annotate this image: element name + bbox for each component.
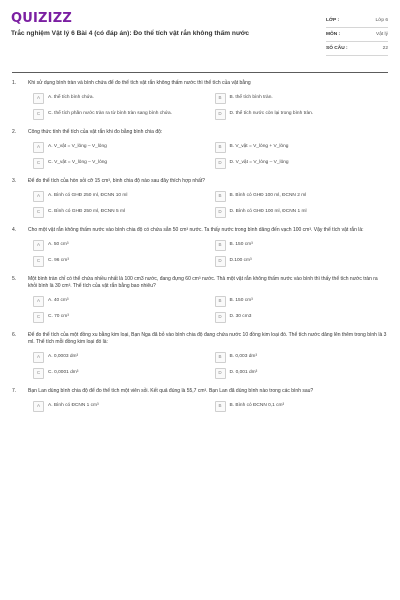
question-header xyxy=(12,227,388,234)
question-item xyxy=(12,227,388,267)
answer-option-c[interactable] xyxy=(33,256,207,267)
option-text: C. Bình có GHĐ 250 ml, ĐCNN 5 ml xyxy=(48,209,126,215)
answer-option-d[interactable] xyxy=(215,256,389,267)
meta-row-count xyxy=(326,42,388,56)
question-list xyxy=(12,77,388,421)
answer-option-d[interactable] xyxy=(215,312,389,323)
question-item xyxy=(12,178,388,218)
answer-option-a[interactable] xyxy=(33,240,207,251)
option-text: C. 0,0001 dm³ xyxy=(48,370,79,376)
option-letter-badge: B xyxy=(215,240,226,251)
option-text: B. Bình có GHĐ 100 ml, ĐCNN 2 ml xyxy=(229,193,307,199)
answer-option-b[interactable] xyxy=(215,296,389,307)
question-text: Công thức tính thể tích của vật rắn khi đo bằng bình chia độ: xyxy=(28,129,163,135)
answer-option-a[interactable] xyxy=(33,93,207,104)
option-text: A. 0,0003 dm³ xyxy=(48,354,79,360)
answer-option-b[interactable] xyxy=(215,352,389,363)
option-text: D. 30 cm3 xyxy=(229,314,252,320)
answer-options xyxy=(33,93,388,120)
meta-label: SỐ CÂU : xyxy=(326,46,348,51)
question-text: Cho một vật rắn không thấm nước vào bình chia độ có chứa sẵn 50 cm³ nước. Ta thấy nước trong bình dâng đến vạch 100 cm³. Vậy thể tích vật rắn là: xyxy=(28,227,364,233)
option-text: A. V_vật = V_lỏng – V_lỏng xyxy=(48,144,107,150)
option-text: D. V_vật = V_lỏng – V_lỏng xyxy=(229,160,289,166)
option-letter-badge: B xyxy=(215,142,226,153)
question-number: 5. xyxy=(12,276,17,282)
answer-option-a[interactable] xyxy=(33,191,207,202)
page-title: Trắc nghiệm Vật lý 6 Bài 4 (có đáp án): Đo thể tích vật rắn không thấm nước xyxy=(11,30,250,37)
answer-option-a[interactable] xyxy=(33,142,207,153)
option-letter-badge: C xyxy=(33,109,44,120)
option-letter-badge: D xyxy=(215,312,226,323)
question-item xyxy=(12,332,388,379)
option-letter-badge: A xyxy=(33,296,44,307)
option-text: A. 50 cm³ xyxy=(48,242,69,248)
answer-option-b[interactable] xyxy=(215,240,389,251)
answer-options xyxy=(33,240,388,267)
option-letter-badge: A xyxy=(33,352,44,363)
question-text: Để đo thể tích của hòn sỏi cỡ 15 cm³, bình chia độ nào sau đây thích hợp nhất? xyxy=(28,178,205,184)
option-text: C. 70 cm³ xyxy=(48,314,69,320)
question-item xyxy=(12,129,388,169)
meta-row-class xyxy=(326,14,388,28)
answer-option-b[interactable] xyxy=(215,401,389,412)
answer-option-d[interactable] xyxy=(215,109,389,120)
option-letter-badge: A xyxy=(33,93,44,104)
option-text: D.100 cm³ xyxy=(229,258,252,264)
answer-options xyxy=(33,296,388,323)
option-text: B. 0,003 dm³ xyxy=(229,354,257,360)
option-letter-badge: A xyxy=(33,142,44,153)
option-letter-badge: A xyxy=(33,240,44,251)
option-text: A. thể tích bình chứa. xyxy=(48,95,94,101)
question-number: 7. xyxy=(12,388,17,394)
answer-option-d[interactable] xyxy=(215,158,389,169)
option-text: A. 40 cm³ xyxy=(48,298,69,304)
option-text: D. 0,001 dm³ xyxy=(229,370,258,376)
option-letter-badge: D xyxy=(215,256,226,267)
option-letter-badge: C xyxy=(33,207,44,218)
question-item xyxy=(12,388,388,412)
question-item xyxy=(12,80,388,120)
question-number: 2. xyxy=(12,129,17,135)
answer-option-c[interactable] xyxy=(33,312,207,323)
option-text: B. V_vật = V_lỏng + V_lỏng xyxy=(229,144,289,150)
answer-option-b[interactable] xyxy=(215,191,389,202)
answer-option-a[interactable] xyxy=(33,296,207,307)
question-text: Một bình tràn chỉ có thể chứa nhiều nhất là 100 cm3 nước, đang đựng 60 cm³ nước. Thả một vật rắn không thấm nước vào bình thì thấy thể tích nước tràn ra khỏi bình là 30 cm³. Thể tích của vật rắn bằng bao nhiêu? xyxy=(28,276,378,289)
answer-option-b[interactable] xyxy=(215,93,389,104)
option-letter-badge: A xyxy=(33,401,44,412)
question-header xyxy=(12,129,388,136)
option-text: D. thể tích nước còn lại trong bình tràn. xyxy=(229,111,314,117)
option-letter-badge: D xyxy=(215,158,226,169)
answer-option-b[interactable] xyxy=(215,142,389,153)
option-text: C. 96 cm³ xyxy=(48,258,69,264)
option-letter-badge: C xyxy=(33,256,44,267)
question-header xyxy=(12,178,388,185)
option-letter-badge: B xyxy=(215,352,226,363)
option-letter-badge: D xyxy=(215,368,226,379)
option-text: C. V_vật = V_lỏng – V_lỏng xyxy=(48,160,108,166)
option-text: D. Bình có GHĐ 100 ml, ĐCNN 1 ml xyxy=(229,209,307,215)
answer-option-c[interactable] xyxy=(33,207,207,218)
question-header xyxy=(12,388,388,395)
answer-option-d[interactable] xyxy=(215,368,389,379)
question-text: Bạn Lan dùng bình chia độ để đo thể tích một viên sỏi. Kết quả đúng là 55,7 cm³. Bạn Lan đã dùng bình nào trong các bình sau? xyxy=(28,388,314,394)
header xyxy=(0,0,400,68)
question-number: 4. xyxy=(12,227,17,233)
question-header xyxy=(12,80,388,87)
answer-option-a[interactable] xyxy=(33,401,207,412)
option-letter-badge: C xyxy=(33,368,44,379)
question-text: Để đo thể tích của một đồng xu bằng kim loại, Bạn Nga đã bỏ vào bình chia độ đang chứa nước 10 đồng kim loại đó. Thể tích nước dâng lên thêm trong bình là 3 ml. Thể tích mỗi đồng kim loại đó là: xyxy=(28,332,387,345)
answer-option-d[interactable] xyxy=(215,207,389,218)
option-text: B. Bình có ĐCNN 0,1 cm³ xyxy=(229,403,285,409)
question-number: 6. xyxy=(12,332,17,338)
question-number: 1. xyxy=(12,80,17,86)
answer-option-a[interactable] xyxy=(33,352,207,363)
meta-value: Lớp 6 xyxy=(375,18,388,23)
option-letter-badge: D xyxy=(215,109,226,120)
answer-options xyxy=(33,401,388,412)
question-number: 3. xyxy=(12,178,17,184)
divider xyxy=(12,72,388,73)
meta-value: Vật lý xyxy=(376,32,388,37)
question-text: Khi sử dụng bình tràn và bình chứa để đo thể tích vật rắn không thấm nước thì thể tích của vật bằng xyxy=(28,80,251,86)
meta-label: LỚP : xyxy=(326,18,340,23)
meta-label: MÔN : xyxy=(326,32,341,37)
quizizz-logo: QUIZIZZ xyxy=(11,11,72,26)
option-text: A. Bình có ĐCNN 1 cm³ xyxy=(48,403,99,409)
option-letter-badge: C xyxy=(33,312,44,323)
option-text: B. 150 cm³ xyxy=(229,242,253,248)
question-item xyxy=(12,276,388,323)
option-letter-badge: B xyxy=(215,93,226,104)
option-letter-badge: B xyxy=(215,401,226,412)
answer-option-c[interactable] xyxy=(33,109,207,120)
meta-row-subject xyxy=(326,28,388,42)
option-letter-badge: A xyxy=(33,191,44,202)
answer-options xyxy=(33,352,388,379)
question-header xyxy=(12,276,388,290)
option-letter-badge: B xyxy=(215,296,226,307)
option-letter-badge: C xyxy=(33,158,44,169)
option-text: B. 150 cm³ xyxy=(229,298,253,304)
option-text: B. thể tích bình tràn. xyxy=(229,95,273,101)
option-text: C. thể tích phần nước tràn ra từ bình tràn sang bình chứa. xyxy=(48,111,172,117)
answer-options xyxy=(33,142,388,169)
answer-option-c[interactable] xyxy=(33,368,207,379)
option-letter-badge: D xyxy=(215,207,226,218)
meta-info xyxy=(326,14,388,56)
meta-value: 22 xyxy=(382,46,388,51)
option-letter-badge: B xyxy=(215,191,226,202)
answer-options xyxy=(33,191,388,218)
question-header xyxy=(12,332,388,346)
option-text: A. Bình có GHĐ 250 ml, ĐCNN 10 ml xyxy=(48,193,128,199)
answer-option-c[interactable] xyxy=(33,158,207,169)
